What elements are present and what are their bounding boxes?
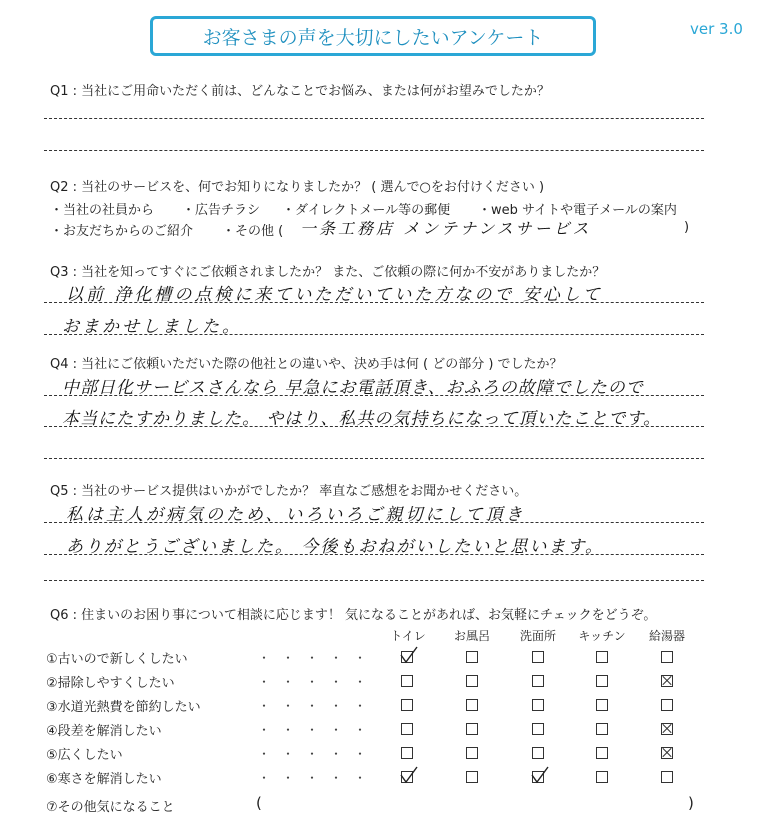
q4-line-3 xyxy=(44,458,704,459)
q6-checkbox-お風呂[interactable] xyxy=(466,747,478,759)
q6-checkbox-トイレ[interactable] xyxy=(401,699,413,711)
q2-other-close: ) xyxy=(684,220,690,235)
q6-checkbox-キッチン[interactable] xyxy=(596,675,608,687)
q1-question: Q1 : 当社にご用命いただく前は、どんなことでお悩み、または何がお望みでしたか？ xyxy=(50,84,550,99)
q5-line-2 xyxy=(44,554,704,555)
q6-checkbox-お風呂[interactable] xyxy=(466,771,478,783)
q6-row-dots: ・・・・・ xyxy=(258,651,379,665)
q6-checkbox-トイレ[interactable] xyxy=(401,747,413,759)
q6-checkbox-給湯器[interactable] xyxy=(661,675,673,687)
q6-checkbox-洗面所[interactable] xyxy=(532,747,544,759)
q6-checkbox-洗面所[interactable] xyxy=(532,651,544,663)
q6-row-label: ⑤広くしたい xyxy=(46,748,123,763)
q3-line-2 xyxy=(44,334,704,335)
col-header-washroom: 洗面所 xyxy=(519,629,556,643)
q6-row-label: ①古いので新しくしたい xyxy=(46,652,188,667)
q2-other-answer: 一条工務店 メンテナンスサービス xyxy=(300,219,592,238)
q6-row-dots: ・・・・・ xyxy=(258,675,379,689)
q6-checkbox-洗面所[interactable] xyxy=(532,771,544,783)
q3-line-1 xyxy=(44,302,704,303)
q2-option-direct-mail[interactable]: ・ダイレクトメール等の郵便 xyxy=(282,203,451,218)
q3-answer-line-1: 以前 浄化槽の点検に来ていただいていた方なので 安心して xyxy=(66,285,603,305)
q2-question: Q2 : 当社のサービスを、何でお知りになりましたか？ ( 選んで○をお付けください ) xyxy=(50,180,545,195)
q6-checkbox-キッチン[interactable] xyxy=(596,747,608,759)
q6-checkbox-キッチン[interactable] xyxy=(596,723,608,735)
survey-title-box xyxy=(150,16,596,56)
q2-option-other[interactable]: ・その他 ( xyxy=(222,224,284,239)
version-label: ver 3.0 xyxy=(690,20,743,38)
q6-checkbox-キッチン[interactable] xyxy=(596,651,608,663)
q4-answer-line-2: 本当にたすかりました。 やはり、私共の気持ちになって頂いたことです。 xyxy=(62,409,662,429)
q6-checkbox-トイレ[interactable] xyxy=(401,723,413,735)
q3-question: Q3 : 当社を知ってすぐにご依頼されましたか？ また、ご依頼の際に何か不安がありましたか？ xyxy=(50,265,606,280)
q6-checkbox-お風呂[interactable] xyxy=(466,651,478,663)
q4-question: Q4 : 当社にご依頼いただいた際の他社との違いや、決め手は何 ( どの部分 ) でしたか？ xyxy=(50,357,563,372)
q1-answer-line-2 xyxy=(44,150,704,151)
q3-answer-line-2: おまかせしました。 xyxy=(62,317,242,337)
q6-row-dots: ・・・・・ xyxy=(258,771,379,785)
q6-other-close: ) xyxy=(688,794,694,812)
q6-checkbox-給湯器[interactable] xyxy=(661,651,673,663)
q6-checkbox-トイレ[interactable] xyxy=(401,675,413,687)
q6-checkbox-給湯器[interactable] xyxy=(661,771,673,783)
q5-answer-line-2: ありがとうございました。 今後もおねがいしたいと思います。 xyxy=(66,537,605,557)
q6-checkbox-トイレ[interactable] xyxy=(401,651,413,663)
col-header-water-heater: 給湯器 xyxy=(648,629,685,643)
q4-line-2 xyxy=(44,426,704,427)
survey-title: お客さまの声を大切にしたいアンケート xyxy=(202,26,544,49)
q6-checkbox-洗面所[interactable] xyxy=(532,723,544,735)
q6-checkbox-お風呂[interactable] xyxy=(466,675,478,687)
q6-row-label: ③水道光熱費を節約したい xyxy=(46,700,201,715)
q6-other-label: ⑦その他気になること xyxy=(46,800,175,815)
q6-checkbox-給湯器[interactable] xyxy=(661,699,673,711)
q6-row-label: ②掃除しやすくしたい xyxy=(46,676,175,691)
q6-row-dots: ・・・・・ xyxy=(258,747,379,761)
q2-option-web[interactable]: ・web サイトや電子メールの案内 xyxy=(478,203,677,218)
q5-line-1 xyxy=(44,522,704,523)
q6-checkbox-給湯器[interactable] xyxy=(661,747,673,759)
q2-option-staff[interactable]: ・当社の社員から xyxy=(50,203,155,218)
q6-checkbox-トイレ[interactable] xyxy=(401,771,413,783)
q6-checkbox-お風呂[interactable] xyxy=(466,723,478,735)
q6-row-label: ④段差を解消したい xyxy=(46,724,162,739)
q4-answer-line-1: 中部日化サービスさんなら 早急にお電話頂き、おふろの故障でしたので xyxy=(62,378,644,398)
q2-option-friend[interactable]: ・お友だちからのご紹介 xyxy=(50,224,194,239)
q6-row-dots: ・・・・・ xyxy=(258,723,379,737)
q6-checkbox-洗面所[interactable] xyxy=(532,699,544,711)
q1-answer-line-1 xyxy=(44,118,704,119)
col-header-kitchen: キッチン xyxy=(578,629,626,643)
q6-other-open: ( xyxy=(256,794,262,812)
col-header-toilet: トイレ xyxy=(390,629,426,643)
q5-question: Q5 : 当社のサービス提供はいかがでしたか？ 率直なご感想をお聞かせください。 xyxy=(50,484,528,499)
q6-checkbox-キッチン[interactable] xyxy=(596,699,608,711)
q6-checkbox-お風呂[interactable] xyxy=(466,699,478,711)
q2-option-flyer[interactable]: ・広告チラシ xyxy=(182,203,261,218)
q6-question: Q6 : 住まいのお困り事について相談に応じます！ 気になることがあれば、お気軽にチェックをどうぞ。 xyxy=(50,608,657,623)
q6-checkbox-給湯器[interactable] xyxy=(661,723,673,735)
col-header-bath: お風呂 xyxy=(453,629,490,643)
q6-checkbox-洗面所[interactable] xyxy=(532,675,544,687)
q6-checkbox-キッチン[interactable] xyxy=(596,771,608,783)
q6-row-label: ⑥寒さを解消したい xyxy=(46,772,162,787)
q5-line-3 xyxy=(44,580,704,581)
q4-line-1 xyxy=(44,395,704,396)
q5-answer-line-1: 私は主人が病気のため、いろいろご親切にして頂き xyxy=(66,505,526,525)
q6-row-dots: ・・・・・ xyxy=(258,699,379,713)
